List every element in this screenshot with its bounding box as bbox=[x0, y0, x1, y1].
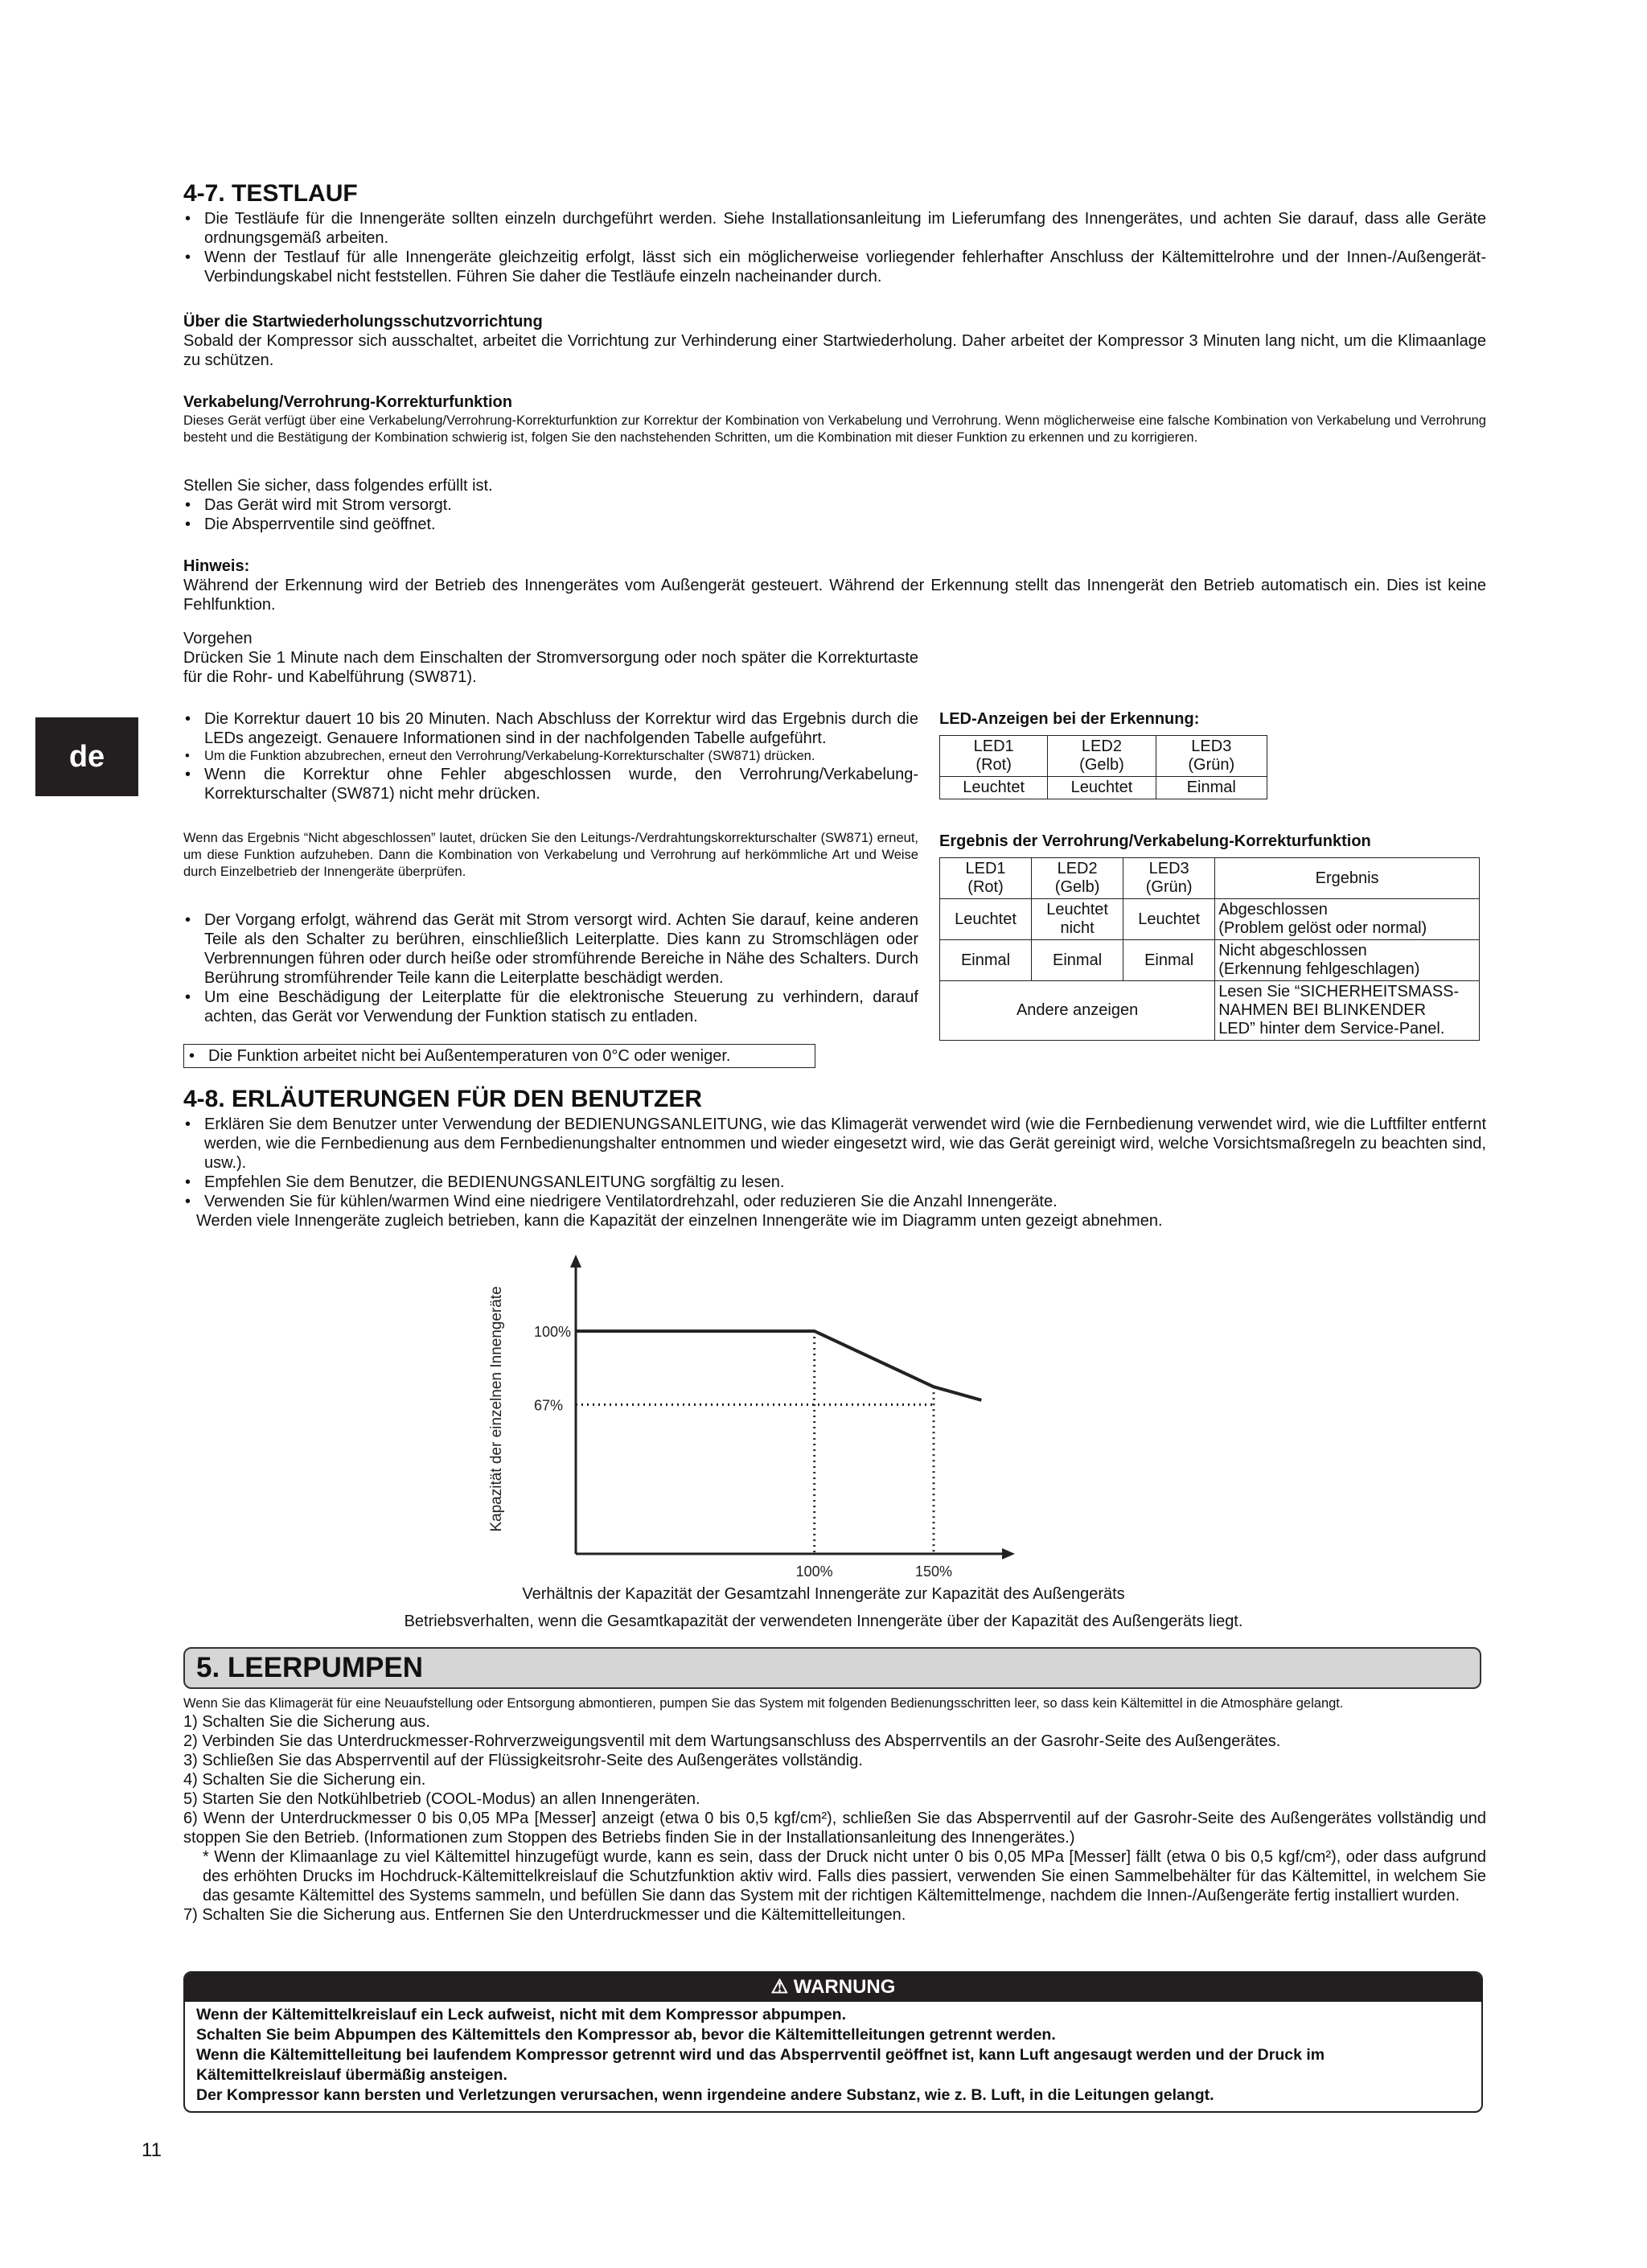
caution-bullet-1: • Der Vorgang erfolgt, während das Gerät mit Strom versorgt wird. Achten Sie darauf, keine anderen Teile als den Schalter zu berühren, einschließlich Leiterplatte. Dies kann zu Stromschlägen oder Verbrennungen führen oder durch heiße oder stromführende Bereiche in Nähe des Schalters. Durch Berührung stromführender Teile kann die Leiterplatte beschädigt werden. bbox=[183, 910, 918, 988]
user-bullet-3: • Verwenden Sie für kühlen/warmen Wind eine niedrigere Ventilatordrehzahl, oder reduzieren Sie die Anzahl Innengeräte. bbox=[183, 1192, 1486, 1211]
wiring-text: Dieses Gerät verfügt über eine Verkabelung/Verrohrung-Korrekturfunktion zur Korrektur der Kombination von Verkabelung und Verrohrung. Wenn möglicherweise eine falsche Kombination von Verkabelung und Verrohrung besteht und die Bestätigung der Kombination schwierig ist, folgen Sie den nachstehenden Schritten, um die Kombination mit dieser Funktion zu erkennen und zu korrigieren. bbox=[183, 413, 1486, 445]
procedure-bullet-2: • Um die Funktion abzubrechen, erneut den Verrohrung/Verkabelung-Korrekturschalter (SW871) drücken. bbox=[183, 748, 918, 765]
table-cell: Leuchtet bbox=[1123, 899, 1215, 940]
x-tick-label: 150% bbox=[914, 1563, 953, 1576]
section-4-7-title: 4-7. TESTLAUF bbox=[183, 180, 358, 207]
warning-triangle-icon: ⚠ bbox=[770, 1976, 789, 1998]
restart-heading: Über die Startwiederholungsschutzvorrichtung bbox=[183, 313, 543, 331]
table-header-cell: LED1 (Rot) bbox=[940, 736, 1048, 777]
user-bullet-1: • Erklären Sie dem Benutzer unter Verwendung der BEDIENUNGSANLEITUNG, wie das Klimagerät verwendet wird (wie die Fernbedienung verwendet wird, wie die Luftfilter entfernt werden, wie die Fernbedienung aus dem Fernbedienungshalter entnommen und wieder eingesetzt wird, wie das Gerät gereinigt wird, welche Vorsichtsmaßregeln zu beachten sind, usw.). bbox=[183, 1115, 1486, 1173]
chart-series bbox=[576, 1331, 981, 1400]
page-number: 11 bbox=[142, 2139, 162, 2161]
led-detection-table bbox=[939, 735, 1267, 799]
chart-caption-1: Verhältnis der Kapazität der Gesamtzahl Innengeräte zur Kapazität des Außengeräts bbox=[522, 1585, 1125, 1603]
step-2: 2) Verbinden Sie das Unterdruckmesser-Rohrverzweigungsventil mit dem Wartungsanschluss des Absperrventils an der Gasrohr-Seite des Außengerätes. bbox=[183, 1732, 1281, 1750]
x-tick-label: 100% bbox=[795, 1563, 833, 1576]
section-4-8-title: 4-8. ERLÄUTERUNGEN FÜR DEN BENUTZER bbox=[183, 1086, 703, 1112]
table-row bbox=[940, 858, 1480, 899]
table-header-cell: LED2 (Gelb) bbox=[1048, 736, 1156, 777]
ensure-block bbox=[183, 476, 1486, 534]
procedure-bullet-1: • Die Korrektur dauert 10 bis 20 Minuten. Nach Abschluss der Korrektur wird das Ergebnis durch die LEDs angezeigt. Genauere Informationen sind in der nachfolgenden Tabelle aufgeführt. bbox=[183, 709, 918, 748]
table-cell: Leuchtet bbox=[1048, 777, 1156, 799]
y-tick-label: 67% bbox=[534, 1397, 564, 1414]
table-cell: Einmal bbox=[1123, 940, 1215, 981]
boxed-note bbox=[183, 1044, 815, 1068]
note-text: Während der Erkennung wird der Betrieb des Innengerätes vom Außengerät gesteuert. Während der Erkennung stellt das Innengerät den Betrieb automatisch ein. Dies ist keine Fehlfunktion. bbox=[183, 577, 1486, 614]
table-row bbox=[940, 777, 1267, 799]
warning-line: Wenn die Kältemittelleitung bei laufendem Kompressor getrennt wird und das Absperrventil geöffnet ist, kann Luft angesaugt werden und der Druck im Kältemittelkreislauf übermäßig ansteigen. bbox=[196, 2046, 1325, 2084]
user-bullet-2: • Empfehlen Sie dem Benutzer, die BEDIENUNGSANLEITUNG sorgfältig zu lesen. bbox=[183, 1173, 1486, 1192]
chart-reference-lines bbox=[576, 1331, 934, 1554]
table-row bbox=[940, 736, 1267, 777]
result-table bbox=[939, 857, 1480, 1041]
warning-title: WARNUNG bbox=[793, 1976, 896, 1998]
restart-text: Sobald der Kompressor sich ausschaltet, arbeitet die Vorrichtung zur Verhinderung einer Startwiederholung. Daher arbeitet der Kompressor 3 Minuten lang nicht, um die Klimaanlage zu schützen. bbox=[183, 332, 1486, 369]
wiring-correction bbox=[183, 392, 1486, 446]
table-row bbox=[940, 981, 1480, 1041]
table-cell: Lesen Sie “SICHERHEITSMASS- NAHMEN BEI BLINKENDER LED” hinter dem Service-Panel. bbox=[1215, 981, 1480, 1041]
table-cell: Nicht abgeschlossen (Erkennung fehlgeschlagen) bbox=[1215, 940, 1480, 981]
step-4: 4) Schalten Sie die Sicherung ein. bbox=[183, 1771, 426, 1789]
capacity-line bbox=[576, 1331, 981, 1400]
step-6: 6) Wenn der Unterdruckmesser 0 bis 0,05 MPa [Messer] anzeigt (etwa 0 bis 0,5 kgf/cm²), schließen Sie das Absperrventil auf der Gasrohr-Seite des Außengerätes vollständig und stoppen Sie den Betrieb. (Informationen zum Stoppen des Betriebs finden Sie in der Installationsanleitung des Innengerätes.) bbox=[183, 1810, 1486, 1847]
table-header-cell: LED1 (Rot) bbox=[940, 858, 1032, 899]
section-5-intro: Wenn Sie das Klimagerät für eine Neuaufstellung oder Entsorgung abmontieren, pumpen Sie das System mit folgenden Bedienungsschritten leer, so dass kein Kältemittel in die Atmosphäre gelangt. bbox=[183, 1696, 1344, 1711]
table-cell: Leuchtet bbox=[940, 777, 1048, 799]
warning-line: Schalten Sie beim Abpumpen des Kältemittels den Kompressor ab, bevor die Kältemittelleitungen getrennt werden. bbox=[196, 2026, 1056, 2044]
table-cell: Abgeschlossen (Problem gelöst oder normal) bbox=[1215, 899, 1480, 940]
capacity-chart bbox=[474, 1239, 1021, 1576]
warning-line: Wenn der Kältemittelkreislauf ein Leck aufweist, nicht mit dem Kompressor abpumpen. bbox=[196, 2006, 846, 2024]
step-3: 3) Schließen Sie das Absperrventil auf der Flüssigkeitsrohr-Seite des Außengerätes vollständig. bbox=[183, 1752, 863, 1769]
table-header-cell: LED3 (Grün) bbox=[1156, 736, 1267, 777]
chart-ticks bbox=[534, 1324, 952, 1576]
ensure-bullet-1: • Das Gerät wird mit Strom versorgt. bbox=[183, 495, 1486, 515]
procedure-bullets-a bbox=[183, 709, 918, 803]
table-cell: Einmal bbox=[940, 940, 1032, 981]
ensure-text: Stellen Sie sicher, dass folgendes erfüllt ist. bbox=[183, 477, 493, 495]
section-5-header bbox=[183, 1647, 1481, 1689]
procedure-bullets-b bbox=[183, 910, 918, 1026]
table-cell: Leuchtet bbox=[940, 899, 1032, 940]
table-header-cell: Ergebnis bbox=[1215, 858, 1480, 899]
language-tab bbox=[35, 717, 138, 796]
note-heading: Hinweis: bbox=[183, 557, 250, 575]
table-cell: Einmal bbox=[1156, 777, 1267, 799]
procedure-block bbox=[183, 629, 918, 687]
step-7: 7) Schalten Sie die Sicherung aus. Entfernen Sie den Unterdruckmesser und die Kältemittelleitungen. bbox=[183, 1906, 906, 1924]
step-6-note: * Wenn der Klimaanlage zu viel Kältemittel hinzugefügt wurde, kann es sein, dass der Druck nicht unter 0 bis 0,05 MPa [Messer] fällt (etwa 0 bis 0,5 kgf/cm²), oder dass aufgrund des erhöhten Drucks im Hochdruck-Kältemittelkreislauf die Schutzfunktion aktiv wird. Falls dies passiert, verwenden Sie einen Sammelbehälter für das Kältemittel, in welchem Sie das gesamte Kältemittel des Systems sammeln, und befüllen Sie dann das System mit der richtigen Kältemittelmenge, nachdem die Innen-/Außengeräte fertig installiert wurden. bbox=[203, 1848, 1486, 1904]
procedure-text: Drücken Sie 1 Minute nach dem Einschalten der Stromversorgung oder noch später die Korrekturtaste für die Rohr- und Kabelführung (SW871). bbox=[183, 649, 918, 686]
step-5: 5) Starten Sie den Notkühlbetrieb (COOL-Modus) an allen Innengeräten. bbox=[183, 1790, 700, 1808]
procedure-label: Vorgehen bbox=[183, 630, 253, 647]
table-cell: Leuchtet nicht bbox=[1032, 899, 1123, 940]
warning-line: Der Kompressor kann bersten und Verletzungen verursachen, wenn irgendeine andere Substanz, wie z. B. Luft, in die Leitungen gelangt. bbox=[196, 2086, 1214, 2104]
y-tick-label: 100% bbox=[534, 1324, 572, 1341]
warning-header bbox=[185, 1973, 1481, 2002]
y-axis-arrow bbox=[570, 1255, 581, 1268]
led-table-title: LED-Anzeigen bei der Erkennung: bbox=[939, 710, 1200, 728]
intro-bullet-2: • Wenn der Testlauf für alle Innengeräte gleichzeitig erfolgt, lässt sich ein möglicherweise vorliegender fehlerhafter Anschluss der Kältemittelrohre und der Innen-/Außengerät-Verbindungskabel nicht feststellen. Führen Sie daher die Testläufe einzeln nacheinander durch. bbox=[183, 248, 1486, 286]
section-4-8-list bbox=[183, 1115, 1486, 1231]
section-4-7-intro bbox=[183, 209, 1486, 286]
note-block bbox=[183, 557, 1486, 614]
caution-bullet-2: • Um eine Beschädigung der Leiterplatte für die elektronische Steuerung zu verhindern, darauf achten, das Gerät vor Verwendung der Funktion statisch zu entladen. bbox=[183, 988, 918, 1026]
intro-bullet-1: • Die Testläufe für die Innengeräte sollten einzeln durchgeführt werden. Siehe Installationsanleitung im Lieferumfang des Innengerätes, und achten Sie darauf, dass alle Geräte ordnungsgemäß arbeiten. bbox=[183, 209, 1486, 248]
table-cell: Einmal bbox=[1032, 940, 1123, 981]
x-axis-arrow bbox=[1002, 1548, 1015, 1559]
table-row bbox=[940, 940, 1480, 981]
restart-protection bbox=[183, 312, 1486, 370]
result-table-title: Ergebnis der Verrohrung/Verkabelung-Korrekturfunktion bbox=[939, 832, 1371, 850]
warning-box bbox=[183, 1971, 1483, 2113]
step-1: 1) Schalten Sie die Sicherung aus. bbox=[183, 1713, 430, 1731]
chart-y-label: Kapazität der einzelnen Innengeräte bbox=[488, 1286, 505, 1532]
user-bullet-3-cont: Werden viele Innengeräte zugleich betrieben, kann die Kapazität der einzelnen Innengeräte wie im Diagramm unten gezeigt abnehmen. bbox=[196, 1212, 1163, 1230]
not-completed-text: Wenn das Ergebnis “Nicht abgeschlossen” lautet, drücken Sie den Leitungs-/Verdrahtungskorrekturschalter (SW871) erneut, um diese Funktion aufzuheben. Dann die Kombination von Verkabelung und Verrohrung auf herkömmliche Art und Weise durch Einzelbetrieb der Innengeräte überprüfen. bbox=[183, 831, 918, 879]
table-cell: Andere anzeigen bbox=[940, 981, 1215, 1041]
chart-axes bbox=[570, 1255, 1015, 1559]
procedure-bullet-3: • Wenn die Korrektur ohne Fehler abgeschlossen wurde, den Verrohrung/Verkabelung-Korrekturschalter (SW871) nicht mehr drücken. bbox=[183, 765, 918, 803]
warning-body bbox=[196, 2005, 1467, 2106]
section-5-title: 5. LEERPUMPEN bbox=[196, 1652, 423, 1683]
chart-caption-2: Betriebsverhalten, wenn die Gesamtkapazität der verwendeten Innengeräte über der Kapazität des Außengeräts liegt. bbox=[404, 1613, 1243, 1630]
not-completed-block bbox=[183, 830, 918, 881]
table-header-cell: LED2 (Gelb) bbox=[1032, 858, 1123, 899]
table-header-cell: LED3 (Grün) bbox=[1123, 858, 1215, 899]
language-label: de bbox=[68, 739, 105, 774]
boxed-note-text: • Die Funktion arbeitet nicht bei Außentemperaturen von 0°C oder weniger. bbox=[187, 1045, 815, 1067]
ensure-bullet-2: • Die Absperrventile sind geöffnet. bbox=[183, 515, 1486, 534]
section-5-body bbox=[183, 1695, 1486, 1925]
table-row bbox=[940, 899, 1480, 940]
wiring-heading: Verkabelung/Verrohrung-Korrekturfunktion bbox=[183, 393, 512, 411]
